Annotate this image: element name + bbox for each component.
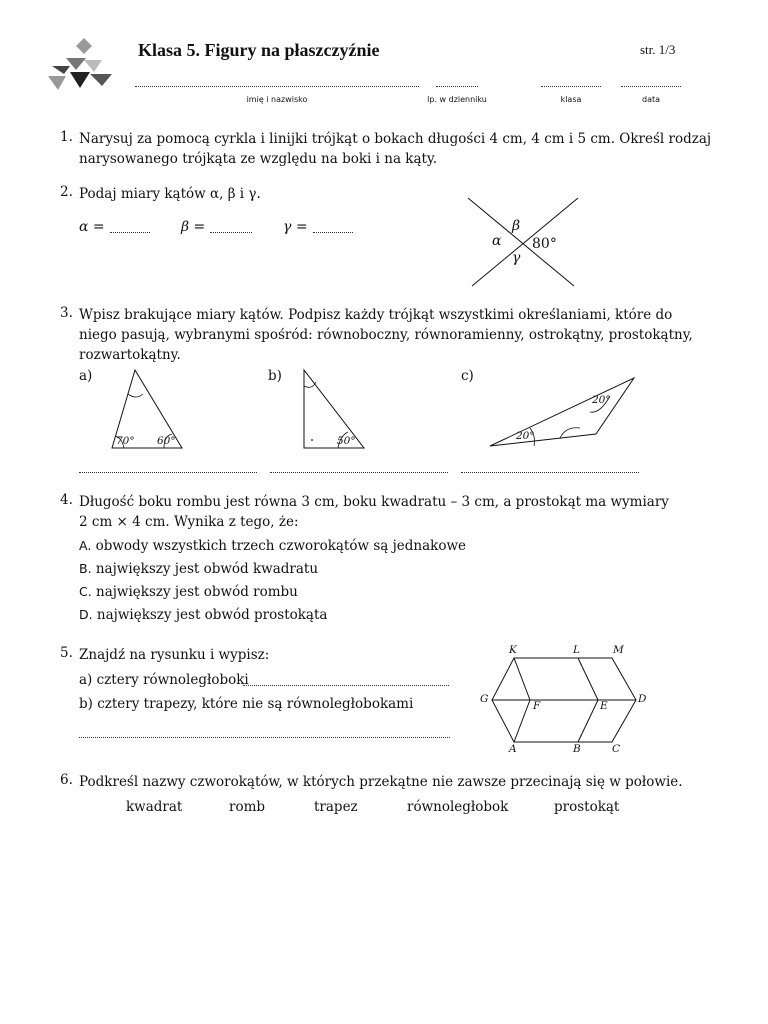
q2-number: 2.	[60, 184, 73, 200]
gamma-answer[interactable]	[313, 232, 353, 233]
point-l: L	[573, 644, 580, 656]
q5-a-answer[interactable]	[243, 685, 449, 686]
point-c: C	[612, 743, 621, 755]
point-m: M	[613, 644, 624, 656]
q5-b: b) cztery trapezy, które nie są równoległobokami	[79, 696, 414, 712]
point-a: A	[509, 743, 517, 755]
q3-line2: niego pasują, wybranymi spośród: równoboczny, równoramienny, ostrokątny, prostokątny,	[79, 327, 693, 343]
q5-b-answer[interactable]	[79, 737, 450, 738]
fig-alpha: α	[492, 233, 502, 249]
q3-line1: Wpisz brakujące miary kątów. Podpisz każdy trójkąt wszystkimi określaniami, które do	[79, 307, 673, 323]
option-letter: B.	[79, 561, 92, 576]
q2-text: Podaj miary kątów α, β i γ.	[79, 186, 261, 202]
option-text: największy jest obwód prostokąta	[96, 607, 328, 623]
date-field[interactable]	[621, 86, 681, 87]
logo	[46, 36, 116, 96]
parallelogram-figure	[490, 656, 640, 746]
q6-number: 6.	[60, 772, 73, 788]
crossing-lines-figure	[466, 196, 586, 292]
class-field[interactable]	[541, 86, 601, 87]
triangle-b-angle-50: 50°	[337, 435, 356, 447]
name-field[interactable]	[135, 86, 419, 87]
q1-line1: Narysuj za pomocą cyrkla i linijki trójkąt o bokach długości 4 cm, 4 cm i 5 cm. Określ rodzaj	[79, 131, 712, 147]
page-number: str. 1/3	[640, 42, 676, 57]
q4-option-b[interactable]	[79, 561, 318, 577]
q4-number: 4.	[60, 492, 73, 508]
word-romb[interactable]: romb	[229, 799, 266, 815]
beta-label: β =	[181, 219, 206, 235]
point-k: K	[509, 644, 517, 656]
triangle-c-angle-20-bottom: 20°	[516, 430, 535, 442]
q4-line2: 2 cm × 4 cm. Wynika z tego, że:	[79, 514, 299, 530]
beta-answer[interactable]	[210, 232, 252, 233]
triangle-b-answer[interactable]	[270, 472, 448, 473]
word-prostokat[interactable]: prostokąt	[554, 799, 620, 815]
triangle-a-label: a)	[79, 368, 93, 384]
triangle-a-answer[interactable]	[79, 472, 257, 473]
triangle-c	[488, 376, 638, 448]
q5-a: a) cztery równoległoboki	[79, 672, 249, 688]
q5-text: Znajdź na rysunku i wypisz:	[79, 647, 270, 663]
q4-option-d[interactable]	[79, 607, 327, 623]
q1-line2: narysowanego trójkąta ze względu na boki i na kąty.	[79, 151, 438, 167]
option-text: największy jest obwód kwadratu	[95, 561, 319, 577]
alpha-answer[interactable]	[110, 232, 150, 233]
gamma-label: γ =	[283, 219, 308, 235]
word-rownoleglobok[interactable]: równoległobok	[407, 799, 509, 815]
word-trapez[interactable]: trapez	[314, 799, 358, 815]
q6-text: Podkreśl nazwy czworokątów, w których przekątne nie zawsze przecinają się w połowie.	[79, 774, 683, 790]
triangle-c-angle-20-top: 20°	[592, 394, 611, 406]
fig-angle-80: 80°	[532, 236, 557, 252]
q4-line1: Długość boku rombu jest równa 3 cm, boku kwadratu – 3 cm, a prostokąt ma wymiary	[79, 494, 669, 510]
triangle-b-label: b)	[268, 368, 282, 384]
q3-number: 3.	[60, 305, 73, 321]
point-f: F	[533, 700, 541, 712]
name-field-label: imię i nazwisko	[246, 95, 308, 104]
fig-beta: β	[512, 218, 521, 234]
q4-option-c[interactable]	[79, 584, 298, 600]
point-g: G	[480, 693, 489, 705]
q4-option-a[interactable]	[79, 538, 466, 554]
point-d: D	[638, 693, 647, 705]
option-text: obwody wszystkich trzech czworokątów są jednakowe	[95, 538, 467, 554]
option-letter: A.	[79, 538, 92, 553]
triangle-c-label: c)	[461, 368, 474, 384]
class-field-label: klasa	[560, 95, 582, 104]
option-letter: D.	[79, 607, 93, 622]
number-field[interactable]	[436, 86, 478, 87]
q1-number: 1.	[60, 129, 73, 145]
q5-number: 5.	[60, 645, 73, 661]
point-b: B	[573, 743, 581, 755]
point-e: E	[600, 700, 608, 712]
option-letter: C.	[79, 584, 92, 599]
word-kwadrat[interactable]: kwadrat	[126, 799, 183, 815]
page-title: Klasa 5. Figury na płaszczyźnie	[138, 40, 380, 60]
option-text: największy jest obwód rombu	[96, 584, 298, 600]
number-field-label: lp. w dzienniku	[427, 95, 487, 104]
triangle-a-angle-70: 70°	[116, 435, 135, 447]
triangle-a-angle-60: 60°	[157, 435, 176, 447]
q3-line3: rozwartokątny.	[79, 347, 181, 363]
date-field-label: data	[641, 95, 661, 104]
alpha-label: α =	[79, 219, 105, 235]
triangle-c-answer[interactable]	[461, 472, 639, 473]
fig-gamma: γ	[512, 250, 521, 266]
